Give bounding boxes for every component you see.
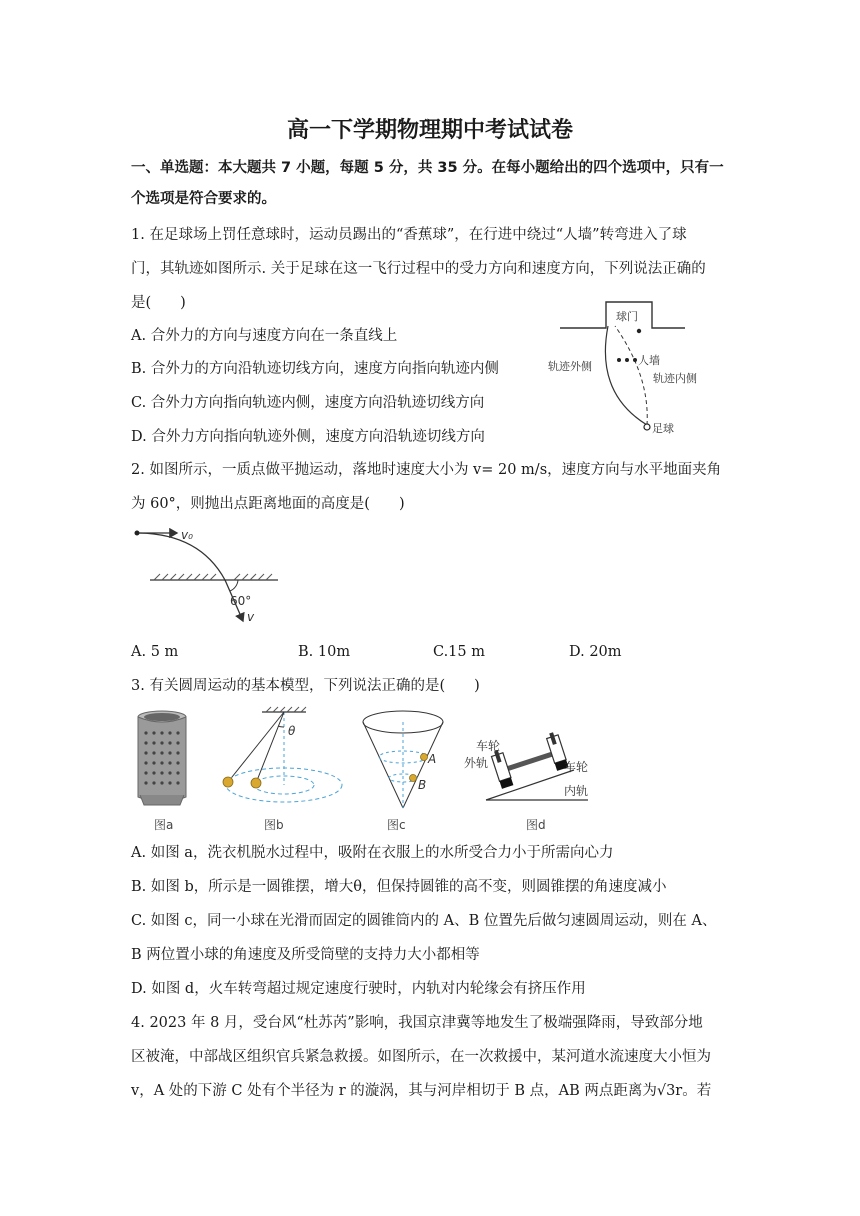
q2-figure [130, 520, 290, 632]
q4-line3: v，A 处的下游 C 处有个半径为 r 的漩涡，其与河岸相切于 B 点，AB 两点距离为√3r。若 [131, 1083, 712, 1099]
q2-option-d: D. 20m [569, 644, 622, 660]
point-b-label: B [418, 778, 427, 792]
q2-option-b: B. 10m [298, 644, 351, 660]
q3-option-d: D. 如图 d，火车转弯超过规定速度行驶时，内轨对内轮缘会有挤压作用 [131, 981, 586, 997]
q3-option-a: A. 如图 a，洗衣机脱水过程中，吸附在衣服上的水所受合力小于所需向心力 [131, 845, 614, 861]
page-title: 高一下学期物理期中考试试卷 [286, 118, 573, 143]
q3-option-c-line1: C. 如图 c，同一小球在光滑而固定的圆锥筒内的 A、B 位置先后做匀速圆周运动，则在 A、 [131, 913, 717, 929]
q3-stem: 3. 有关圆周运动的基本模型，下列说法正确的是( ) [131, 678, 480, 694]
ball-label: 足球 [652, 422, 674, 435]
q1-option-a: A. 合外力的方向与速度方向在一条直线上 [131, 328, 398, 344]
wall-dot-1 [617, 358, 621, 362]
outer-rail-label: 外轨 [464, 756, 489, 770]
wall-dot-3 [633, 358, 637, 362]
straight-path [615, 326, 647, 425]
inner-rail-label: 内轨 [564, 784, 589, 798]
q1-stem-line2: 门，其轨迹如图所示. 关于足球在这一飞行过程中的受力方向和速度方向，下列说法正确的 [131, 261, 706, 277]
figure-a-caption: 图a [154, 818, 174, 832]
v0-label: v₀ [181, 528, 193, 542]
angle-label: 60° [230, 594, 252, 608]
q2-option-a: A. 5 m [131, 644, 179, 660]
outer-side-label: 轨迹外侧 [548, 360, 592, 373]
inner-side-label: 轨迹内侧 [653, 372, 697, 385]
q1-figure [540, 298, 700, 443]
ground-hatching [154, 574, 272, 580]
goal-dot [637, 329, 641, 333]
q4-line1: 4. 2023 年 8 月，受台风“杜苏芮”影响，我国京津冀等地发生了极端强降雨，导致部分地 [131, 1015, 703, 1031]
q1-option-d: D. 合外力方向指向轨迹外侧，速度方向沿轨迹切线方向 [131, 429, 485, 445]
section-heading-line2: 个选项是符合要求的。 [131, 191, 276, 207]
figure-c-caption: 图c [387, 818, 406, 832]
q1-option-b: B. 合外力的方向沿轨迹切线方向，速度方向指向轨迹内侧 [131, 361, 499, 377]
point-a-label: A [428, 752, 437, 766]
wall-label: 人墙 [638, 354, 660, 367]
q2-stem-line1: 2. 如图所示，一质点做平抛运动，落地时速度大小为 v= 20 m/s，速度方向与水平地面夹角 [131, 462, 722, 478]
angle-arc [230, 580, 238, 591]
wheel-label-left: 车轮 [476, 739, 501, 753]
wall-dot-2 [625, 358, 629, 362]
q3-option-b: B. 如图 b，所示是一圆锥摆，增大θ，但保持圆锥的高不变，则圆锥摆的角速度减小 [131, 879, 667, 895]
q2-stem-line2: 为 60°，则抛出点距离地面的高度是( ) [131, 496, 405, 512]
q2-option-c: C.15 m [433, 644, 485, 660]
section-heading-line1: 一、单选题：本大题共 7 小题，每题 5 分，共 35 分。在每小题给出的四个选项中，只有一 [131, 160, 724, 176]
q1-stem-line1: 1. 在足球场上罚任意球时，运动员踢出的“香蕉球”，在行进中绕过“人墙”转弯进入了球 [131, 227, 687, 243]
figure-b-caption: 图b [264, 818, 284, 832]
q3-figures [128, 705, 608, 835]
q1-option-c: C. 合外力方向指向轨迹内侧，速度方向沿轨迹切线方向 [131, 395, 485, 411]
launch-point [135, 531, 140, 536]
q4-line2: 区被淹，中部战区组织官兵紧急救援。如图所示，在一次救援中，某河道水流速度大小恒为 [131, 1049, 711, 1065]
ball-marker [644, 424, 650, 430]
wheel-label-right: 车轮 [564, 760, 589, 774]
goal-label: 球门 [616, 310, 638, 323]
q1-stem-line3: 是( ) [131, 295, 186, 311]
q3-option-c-line2: B 两位置小球的角速度及所受筒壁的支持力大小都相等 [131, 947, 480, 963]
conical-pendulum-figure [223, 707, 342, 802]
washer-drum-figure [138, 711, 186, 805]
theta-label: θ [288, 724, 296, 738]
figure-d-caption: 图d [526, 818, 546, 832]
v-label: v [247, 610, 255, 624]
